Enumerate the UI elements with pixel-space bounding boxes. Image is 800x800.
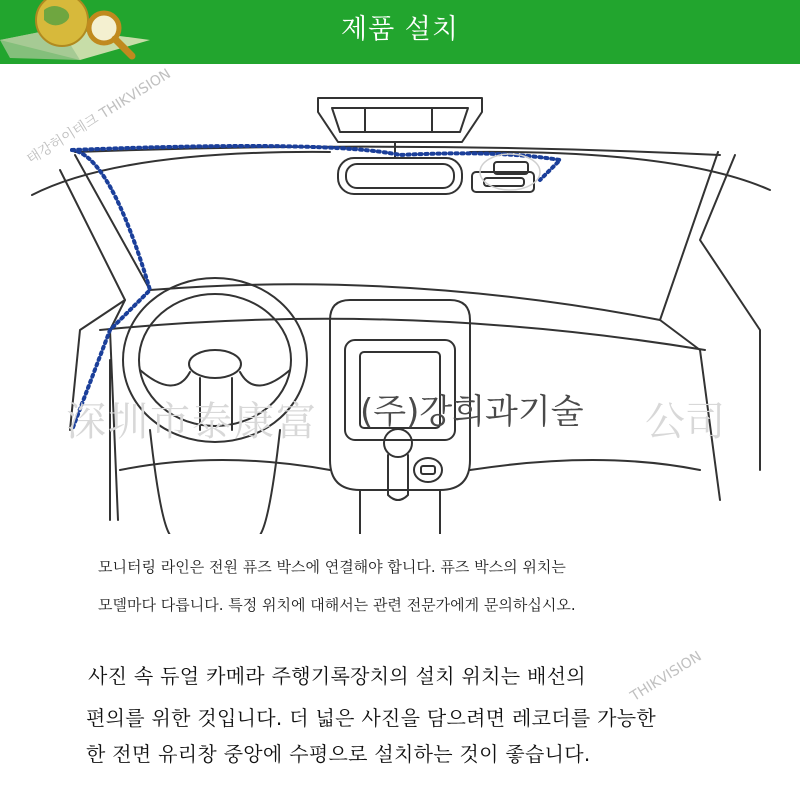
diagonal-watermark-bottom: THIKVISION <box>627 648 705 705</box>
company-watermark: (주)강희과기술 <box>360 392 584 432</box>
chinese-watermark-tail: 公司 <box>645 399 725 445</box>
diagonal-watermark-top: 태강허이테크 THIKVISION <box>24 65 174 168</box>
body-line-2: 편의를 위한 것입니다. 더 넓은 사진을 담으려면 레코더를 가능한 <box>86 706 657 730</box>
car-interior-diagram <box>0 64 800 534</box>
page-title: 제품 설치 <box>341 14 459 45</box>
header-bar <box>0 0 800 64</box>
note-line-2: 모델마다 다릅니다. 특정 위치에 대해서는 관련 전문가에게 문의하십시오. <box>98 596 576 614</box>
body-line-3: 한 전면 유리창 중앙에 수평으로 설치하는 것이 좋습니다. <box>86 742 591 766</box>
note-line-1: 모니터링 라인은 전원 퓨즈 박스에 연결해야 합니다. 퓨즈 박스의 위치는 <box>98 558 566 576</box>
body-line-1: 사진 속 듀얼 카메라 주행기록장치의 설치 위치는 배선의 <box>88 664 586 688</box>
chinese-watermark: 深圳市泰康富 <box>66 399 318 445</box>
